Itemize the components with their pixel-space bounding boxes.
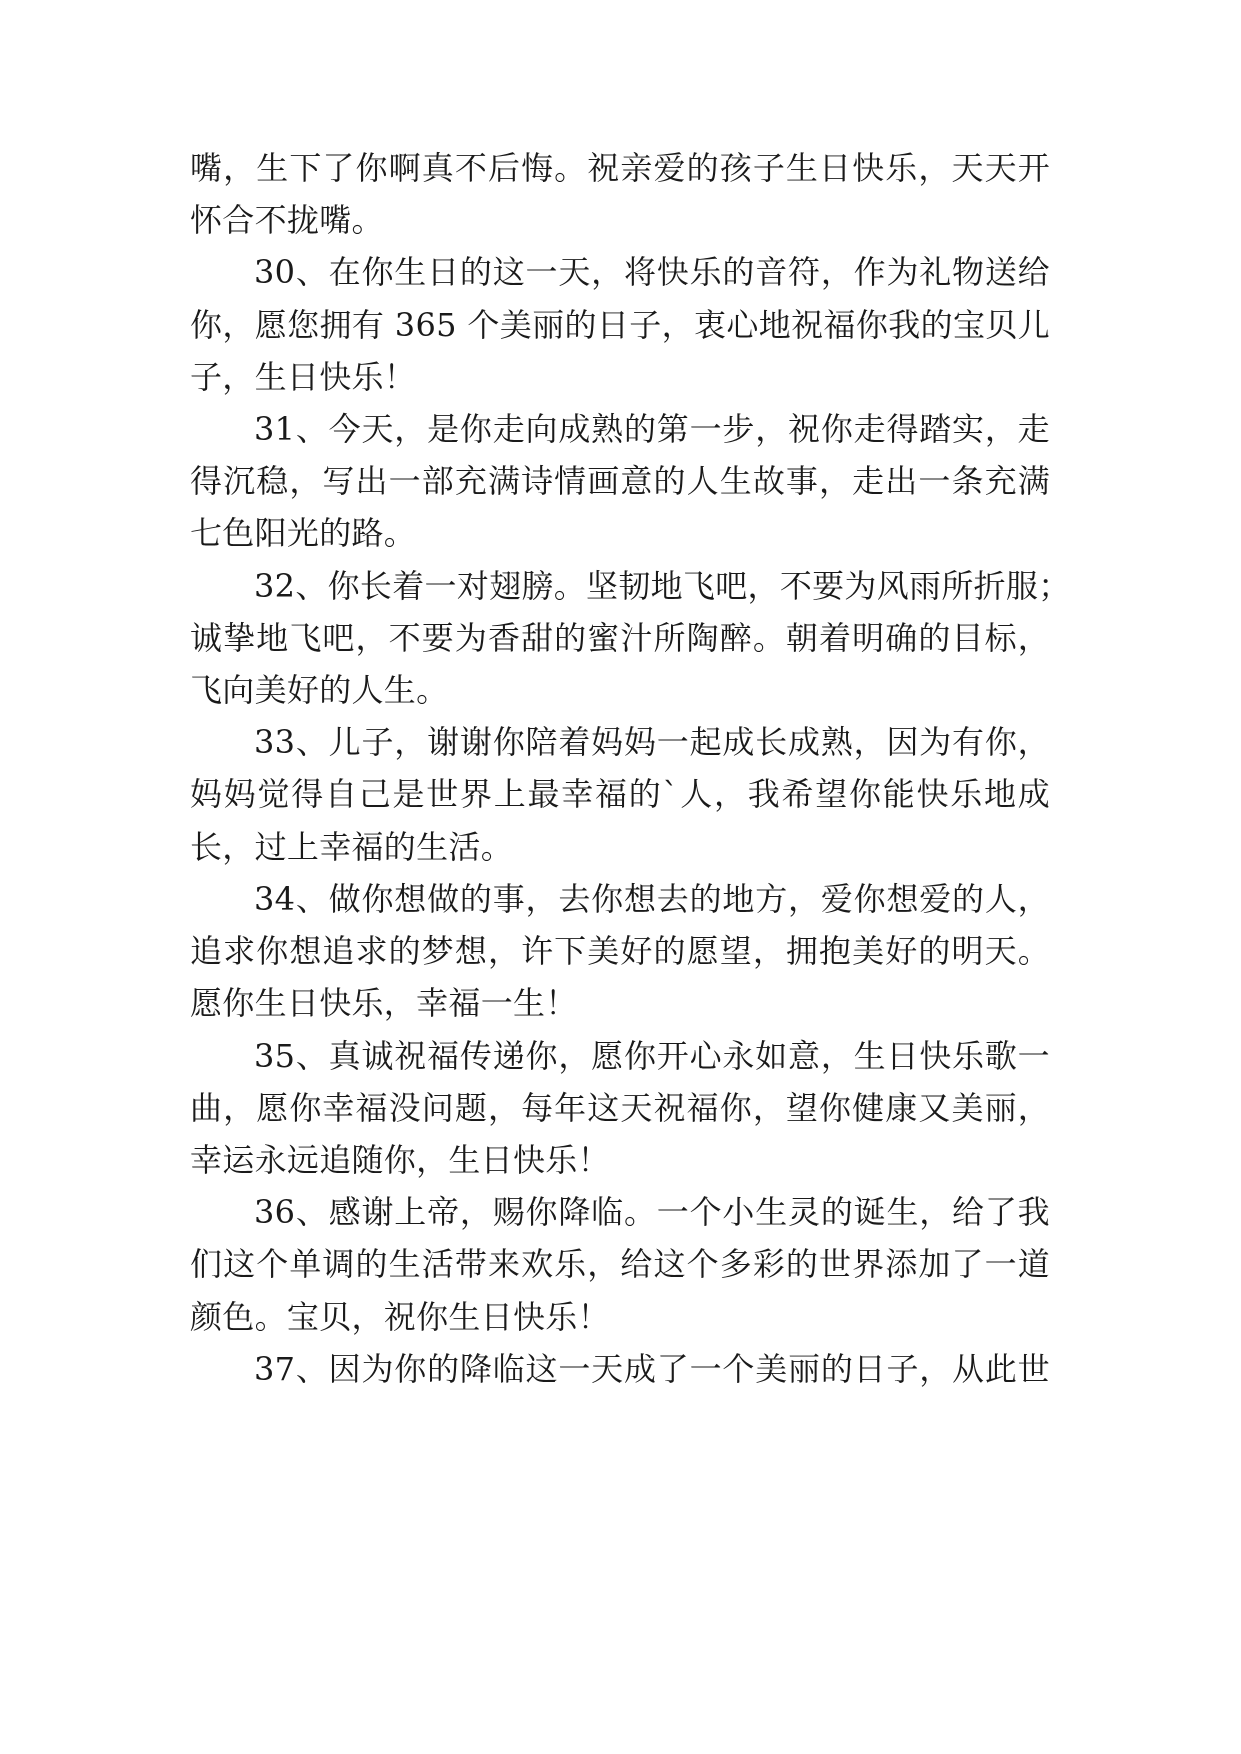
- paragraph-33-start: 33、儿子，谢谢你陪着妈妈一起成长成熟，因为有你，: [254, 723, 1050, 761]
- text-line: 们这个单调的生活带来欢乐，给这个多彩的世界添加了一道: [190, 1245, 1050, 1283]
- text-line: 颜色。宝贝，祝你生日快乐！: [190, 1298, 610, 1336]
- text-line: 怀合不拢嘴。: [190, 201, 384, 239]
- paragraph-31-start: 31、今天，是你走向成熟的第一步，祝你走得踏实，走: [254, 410, 1050, 448]
- text-line: 你，愿您拥有 365 个美丽的日子，衷心地祝福你我的宝贝儿: [190, 306, 1050, 344]
- text-line: 愿你生日快乐，幸福一生！: [190, 984, 578, 1022]
- paragraph-36-start: 36、感谢上帝，赐你降临。一个小生灵的诞生，给了我: [254, 1193, 1050, 1231]
- document-page: [190, 0, 1071, 1754]
- text-line: 七色阳光的路。: [190, 514, 417, 552]
- text-line: 追求你想追求的梦想，许下美好的愿望，拥抱美好的明天。: [190, 932, 1050, 970]
- paragraph-34-start: 34、做你想做的事，去你想去的地方，爱你想爱的人，: [254, 880, 1050, 918]
- paragraph-37-start: 37、因为你的降临这一天成了一个美丽的日子，从此世: [254, 1350, 1050, 1388]
- text-line: 幸运永远追随你，生日快乐！: [190, 1141, 610, 1179]
- text-line: 飞向美好的人生。: [190, 671, 449, 709]
- text-line: 长，过上幸福的生活。: [190, 828, 514, 866]
- text-line: 妈妈觉得自己是世界上最幸福的`人，我希望你能快乐地成: [190, 775, 1050, 813]
- text-line: 曲，愿你幸福没问题，每年这天祝福你，望你健康又美丽，: [190, 1089, 1050, 1127]
- text-line: 子，生日快乐！: [190, 358, 417, 396]
- text-line: 诚挚地飞吧，不要为香甜的蜜汁所陶醉。朝着明确的目标，: [190, 619, 1050, 657]
- text-line: 得沉稳，写出一部充满诗情画意的人生故事，走出一条充满: [190, 462, 1050, 500]
- paragraph-32-start: 32、你长着一对翅膀。坚韧地飞吧，不要为风雨所折服；: [254, 567, 1071, 605]
- text-line: 嘴，生下了你啊真不后悔。祝亲爱的孩子生日快乐，天天开: [190, 149, 1050, 187]
- paragraph-30-start: 30、在你生日的这一天，将快乐的音符，作为礼物送给: [254, 253, 1050, 291]
- paragraph-35-start: 35、真诚祝福传递你，愿你开心永如意，生日快乐歌一: [254, 1037, 1050, 1075]
